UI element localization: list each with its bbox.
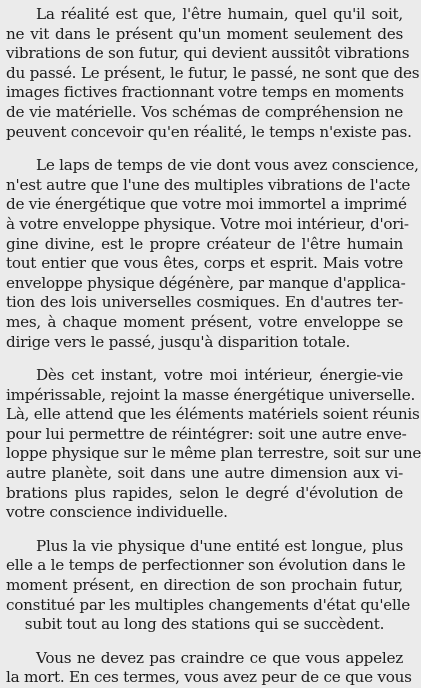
paragraph-5 xyxy=(6,648,412,688)
text-line: impérissable, rejoint la masse énergétique universelle. xyxy=(6,385,416,404)
text-line: Le laps de temps de vie dont vous avez conscience, xyxy=(36,156,419,175)
text-line: autre planète, soit dans une autre dimension aux vi- xyxy=(6,464,403,483)
text-line: loppe physique sur le même plan terrestre, soit sur une xyxy=(6,444,421,463)
text-line: n'est autre que l'une des multiples vibrations de l'acte xyxy=(6,175,411,194)
text-line: Dès cet instant, votre moi intérieur, énergie-vie xyxy=(36,366,403,385)
text-line: ne vit dans le présent qu'un moment seulement des xyxy=(6,24,403,43)
text-line: Plus la vie physique d'une entité est longue, plus xyxy=(36,536,403,555)
text-line: peuvent concevoir qu'en réalité, le temps n'existe pas. xyxy=(6,122,412,141)
text-line: moment présent, en direction de son prochain futur, xyxy=(6,576,403,595)
text-line: Vous ne devez pas craindre ce que vous appelez xyxy=(36,648,403,667)
text-line: subit tout au long des stations qui se succèdent. xyxy=(24,615,385,634)
text-line: mes, à chaque moment présent, votre enveloppe se xyxy=(6,312,403,331)
text-line: tout entier que vous êtes, corps et esprit. Mais votre xyxy=(6,254,403,273)
text-line: constitué par les multiples changements d'état qu'elle xyxy=(6,595,410,614)
text-line: de vie matérielle. Vos schémas de compréhension ne xyxy=(6,102,403,121)
text-line: pour lui permettre de réintégrer: soit une autre enve- xyxy=(6,424,407,443)
paragraph-1 xyxy=(6,5,420,142)
text-line: du passé. Le présent, le futur, le passé, ne sont que des xyxy=(6,63,420,82)
text-line: vibrations de son futur, qui devient aussitôt vibrations xyxy=(6,44,410,63)
text-line: tion des lois universelles cosmiques. En d'autres ter- xyxy=(6,293,403,312)
text-line: gine divine, est le propre créateur de l'être humain xyxy=(6,234,403,253)
text-line: La réalité est que, l'être humain, quel qu'il soit, xyxy=(36,5,403,23)
paragraph-3 xyxy=(6,366,421,523)
text-line: à votre enveloppe physique. Votre moi intérieur, d'ori- xyxy=(6,214,409,233)
text-line: images fictives fractionnant votre temps en moments xyxy=(6,83,404,102)
text-line: votre conscience individuelle. xyxy=(6,503,228,522)
text-line: elle a le temps de perfectionner son évolution dans le xyxy=(6,556,406,575)
text-line: brations plus rapides, selon le degré d'évolution de xyxy=(6,483,403,502)
text-line: de vie énergétique que votre moi immortel a imprimé xyxy=(6,195,407,214)
paragraph-4 xyxy=(6,536,410,635)
text-line: enveloppe physique dégénère, par manque d'applica- xyxy=(6,273,406,292)
text-line: dirige vers le passé, jusqu'à disparition totale. xyxy=(6,332,351,351)
text-line: Là, elle attend que les éléments matériels soient réunis xyxy=(6,405,420,424)
text-line: la mort. En ces termes, vous avez peur de ce que vous xyxy=(6,668,412,687)
paragraph-2 xyxy=(6,156,419,352)
